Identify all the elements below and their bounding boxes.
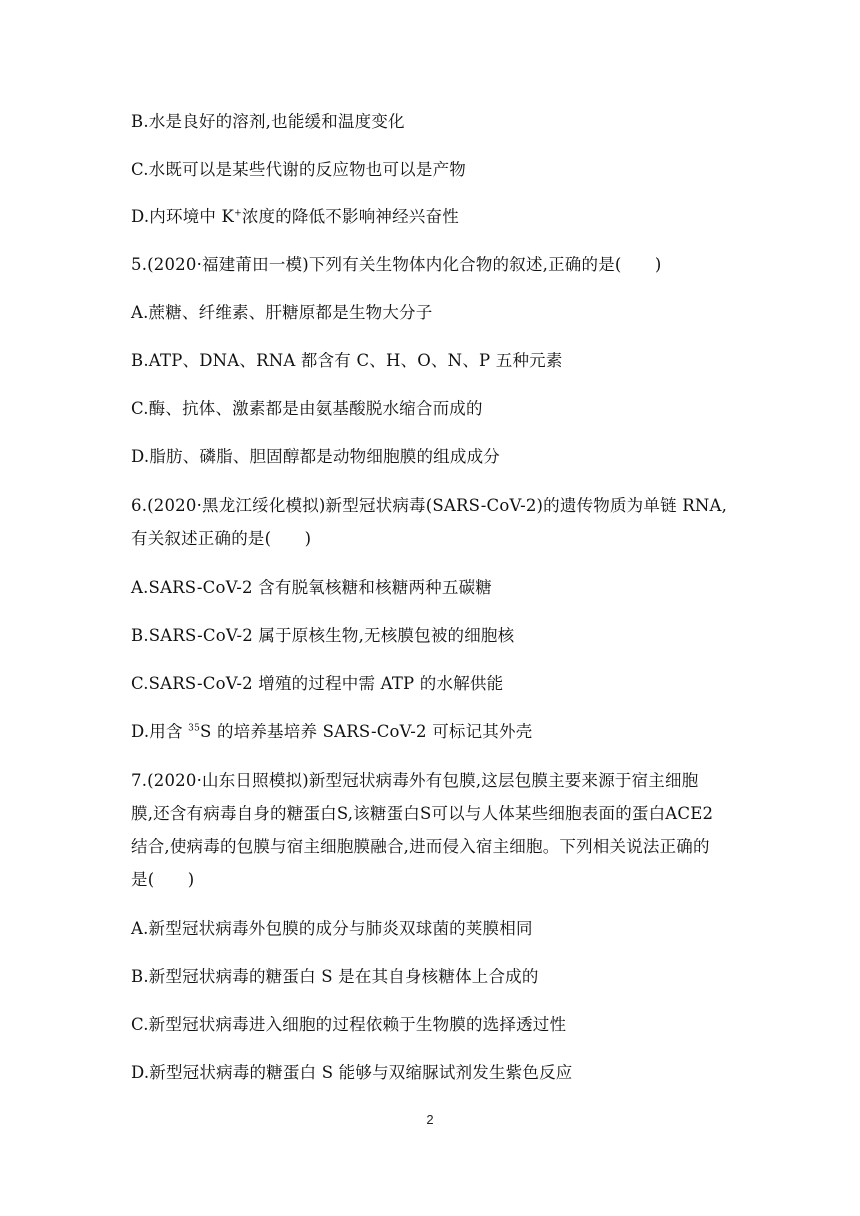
q6-stem-line1: 6.(2020·黑龙江绥化模拟)新型冠状病毒(SARS-CoV-2)的遗传物质为单链 RNA, (131, 496, 728, 515)
q4-option-c: C.水既可以是某些代谢的反应物也可以是产物 (131, 160, 466, 179)
q7-option-b: B.新型冠状病毒的糖蛋白 S 是在其自身核糖体上合成的 (131, 967, 539, 986)
q7-stem-line3: 结合,使病毒的包膜与宿主细胞膜融合,进而侵入宿主细胞。下列相关说法正确的 (131, 837, 710, 856)
q5-option-b: B.ATP、DNA、RNA 都含有 C、H、O、N、P 五种元素 (131, 351, 563, 370)
q6-option-c: C.SARS-CoV-2 增殖的过程中需 ATP 的水解供能 (131, 674, 504, 693)
potassium-superscript: + (234, 208, 242, 219)
page-number: 2 (426, 1112, 434, 1127)
q5-option-c: C.酶、抗体、激素都是由氨基酸脱水缩合而成的 (131, 399, 483, 418)
q5-stem: 5.(2020·福建莆田一模)下列有关生物体内化合物的叙述,正确的是( ) (131, 255, 662, 274)
q6-option-d (131, 722, 731, 742)
q6-option-d-text-end: S 的培养基培养 SARS-CoV-2 可标记其外壳 (200, 722, 533, 741)
q7-option-a: A.新型冠状病毒外包膜的成分与肺炎双球菌的荚膜相同 (131, 919, 533, 938)
q6-stem-line2: 有关叙述正确的是( ) (131, 529, 312, 548)
q7-stem-line2: 膜,还含有病毒自身的糖蛋白S,该糖蛋白S可以与人体某些细胞表面的蛋白ACE2 (131, 804, 714, 823)
isotope-superscript: 35 (188, 723, 200, 734)
q6-option-a: A.SARS-CoV-2 含有脱氧核糖和核糖两种五碳糖 (131, 578, 492, 597)
q7-stem-line1: 7.(2020·山东日照模拟)新型冠状病毒外有包膜,这层包膜主要来源于宿主细胞 (131, 771, 699, 790)
q4-option-d-text-end: 浓度的降低不影响神经兴奋性 (241, 207, 459, 226)
q7-option-c: C.新型冠状病毒进入细胞的过程依赖于生物膜的选择透过性 (131, 1015, 567, 1034)
q5-option-d: D.脂肪、磷脂、胆固醇都是动物细胞膜的组成成分 (131, 447, 500, 466)
q4-option-b: B.水是良好的溶剂,也能缓和温度变化 (131, 112, 405, 131)
q4-option-d-text: D.内环境中 K (131, 207, 235, 226)
q6-option-d-text: D.用含 (131, 722, 189, 741)
q5-option-a: A.蔗糖、纤维素、肝糖原都是生物大分子 (131, 303, 433, 322)
q4-option-d (131, 207, 731, 227)
q6-option-b: B.SARS-CoV-2 属于原核生物,无核膜包被的细胞核 (131, 626, 515, 645)
q7-stem-line4: 是( ) (131, 870, 195, 889)
q7-option-d: D.新型冠状病毒的糖蛋白 S 能够与双缩脲试剂发生紫色反应 (131, 1063, 573, 1082)
